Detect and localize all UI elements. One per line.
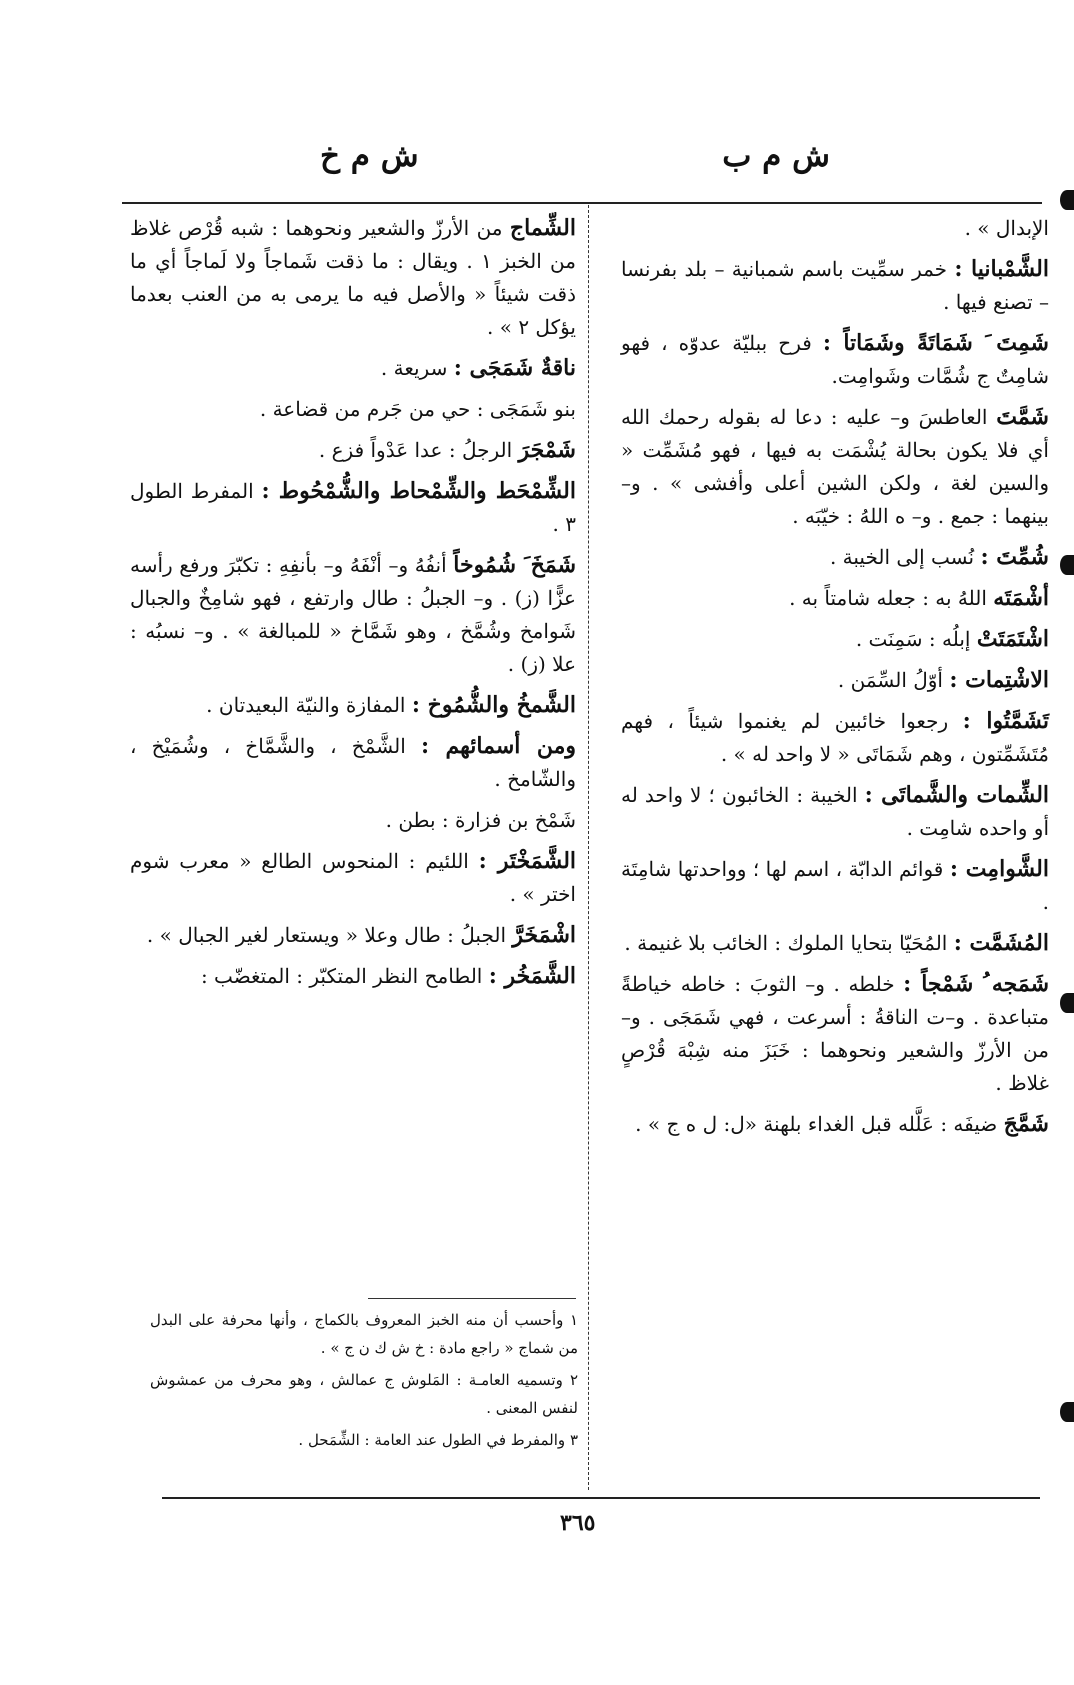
entry-headword: اشْتَمَتَتْ bbox=[976, 626, 1049, 652]
entry-definition: المفازة والنيّة البعيدتان . bbox=[206, 693, 406, 717]
margin-mark bbox=[1060, 1402, 1074, 1422]
dictionary-entry bbox=[130, 730, 576, 796]
dictionary-entry bbox=[130, 352, 576, 385]
entry-definition: اللهُ به : جعله شامتاً به . bbox=[789, 586, 987, 610]
entry-headword: تَشَمَّتُوا : bbox=[962, 708, 1050, 734]
entry-headword: ناقةٌ شَمَجَى : bbox=[453, 355, 576, 381]
entry-headword: اشْمَخَرَّ bbox=[512, 922, 576, 948]
entry-definition: ضيفَه : عَلَّله قبل الغداء بلهنة «ل: ل ه ج » . bbox=[635, 1112, 998, 1136]
entry-headword: شَمَّجَ bbox=[1003, 1111, 1049, 1137]
entry-headword: شَمَّتَ bbox=[996, 404, 1049, 430]
entry-headword: الاشْتِمات : bbox=[949, 667, 1049, 693]
entry-definition: الطامح النظر المتكبّر : المتغضّب : bbox=[200, 964, 483, 988]
left-column bbox=[130, 212, 576, 1001]
right-column bbox=[621, 212, 1049, 1149]
dictionary-entry bbox=[130, 549, 576, 681]
dictionary-entry bbox=[130, 804, 576, 837]
entry-definition: من الأرزّ والشعير ونحوهما : شبه قُرْص غلاظ من الخبز ١ . ويقال : ما ذقت شَماجاً ولا لَماجاً أي ما ذقت شيئاً « والأصل فيه ما يرمى به من العنب بعدما يؤكل ٢ » . bbox=[130, 216, 576, 339]
entry-definition: أنفُهُ و– أنْفَهُ و– بأنفِهِ : تكبّرَ ورفع رأسه عزًّا (ز) . و– الجبلُ : طال وارتفع ، فهو شامِخٌ والجبال شَوامخ وشُمَّخ ، وهو شَمَّاخ « للمبالغة » . و– نسبُه : علا (ز) . bbox=[130, 553, 576, 676]
entry-definition: بنو شَمَجَى : حي من جَرم من قضاعة . bbox=[259, 397, 576, 421]
entry-headword: شَمِتَ َ شَمَاتَةً وشَمَاتاً : bbox=[822, 330, 1049, 356]
column-divider bbox=[588, 205, 589, 1490]
dictionary-entry bbox=[621, 705, 1049, 771]
entry-definition: قوائم الدابّة ، اسم لها ؛ وواحدتها شامِتَة . bbox=[621, 857, 1049, 914]
entry-definition: الإبدال » . bbox=[964, 216, 1049, 240]
entry-definition: أوّلُ السِّمَن . bbox=[837, 668, 943, 692]
dictionary-entry bbox=[130, 845, 576, 911]
entry-definition: المفرط الطول ٣ . bbox=[130, 479, 576, 536]
left-column-running-head: ش م خ bbox=[320, 138, 419, 174]
dictionary-entry bbox=[621, 1108, 1049, 1141]
entry-headword: شَمَجه ُ شَمْجاً : bbox=[903, 971, 1049, 997]
right-column-running-head: ش م ب bbox=[722, 138, 830, 174]
dictionary-entry bbox=[621, 401, 1049, 533]
margin-mark bbox=[1060, 190, 1074, 210]
dictionary-entry bbox=[621, 853, 1049, 919]
page-number: ٣٦٥ bbox=[560, 1510, 596, 1536]
dictionary-entry bbox=[130, 393, 576, 426]
footnote: ٣ والمفرط في الطول عند العامة : الشِّمَحل . bbox=[298, 1431, 578, 1449]
entry-definition: الخيبة : الخائبون ؛ لا واحد له أو واحده شامِت . bbox=[621, 783, 1049, 840]
entry-definition: الشَّمْخ ، والشَّمَّاخ ، وشُمَيْخ ، والشّامخ . bbox=[130, 734, 576, 791]
dictionary-entry bbox=[621, 541, 1049, 574]
dictionary-entry bbox=[621, 582, 1049, 615]
header-rule bbox=[122, 202, 1042, 204]
dictionary-entry bbox=[130, 475, 576, 541]
entry-definition: فرح ببليّة عدوّه ، فهو شامِتٌ ج شُمَّات وشَوامِت. bbox=[621, 331, 1049, 388]
entry-headword: الشَّمَخُر : bbox=[488, 963, 576, 989]
entry-headword: الشِّماج bbox=[509, 215, 576, 241]
dictionary-entry bbox=[130, 212, 576, 344]
entry-definition: نُسب إلى الخيبة . bbox=[829, 545, 975, 569]
entry-headword: شَمَخَ َ شُمُوخاً bbox=[453, 552, 577, 578]
dictionary-entry bbox=[130, 919, 576, 952]
dictionary-entry bbox=[130, 689, 576, 722]
entry-headword: الشَّمخُ والشُّمُوخ : bbox=[411, 692, 576, 718]
dictionary-entry bbox=[621, 212, 1049, 245]
entry-headword: شُمِّتَ : bbox=[980, 544, 1049, 570]
footnote-rule bbox=[368, 1298, 576, 1299]
entry-headword: الشَّمْبانيا : bbox=[954, 256, 1049, 282]
dictionary-entry bbox=[621, 327, 1049, 393]
dictionary-entry bbox=[621, 664, 1049, 697]
entry-headword: شَمْجَرَ bbox=[518, 437, 576, 463]
dictionary-entry bbox=[621, 968, 1049, 1100]
dictionary-entry bbox=[621, 779, 1049, 845]
entry-definition: رجعوا خائبين لم يغنموا شيئاً ، فهم مُتَشَمِّتون ، وهم شَمَاتَى « لا واحد له » . bbox=[621, 709, 1049, 766]
dictionary-entry bbox=[621, 253, 1049, 319]
entry-headword: الشَّمَخْتَر : bbox=[478, 848, 577, 874]
entry-headword: أشْمَتَه bbox=[993, 585, 1049, 611]
dictionary-entry bbox=[621, 623, 1049, 656]
entry-definition: الجبلُ : طال وعلا « ويستعار لغير الجبال » . bbox=[146, 923, 507, 947]
entry-definition: سريعة . bbox=[380, 356, 448, 380]
footnote: ١ وأحسب أن منه الخبز المعروف بالكماج ، وأنها محرفة على البدل من شماج « راجع مادة : خ ش ك ن ج » . bbox=[150, 1311, 578, 1357]
page-header bbox=[120, 138, 1040, 188]
entry-definition: اللئيم : المنحوس الطالع « معرب شوم اختر » . bbox=[130, 849, 576, 906]
dictionary-entry bbox=[130, 434, 576, 467]
entry-definition: خلطه . و– الثوبَ : خاطه خياطةً متباعدة . و–ت الناقةُ : أسرعت ، فهي شَمَجَى . و– من الأرزّ والشعير ونحوهما : خَبَزَ منه شِبْهَ قُرْصٍ غلاظ . bbox=[621, 972, 1049, 1095]
entry-definition: إبلُه : سَمِنَت . bbox=[855, 627, 971, 651]
entry-headword: المُشَمَّت : bbox=[953, 930, 1049, 956]
entry-headword: ومن أسمائهم : bbox=[420, 733, 577, 759]
margin-mark bbox=[1060, 993, 1074, 1013]
entry-headword: الشِّمْحَط والشِّمْحاط والشُّمْحُوط : bbox=[261, 478, 576, 504]
entry-definition: خمر سمِّيت باسم شمبانية – بلد بفرنسا – تصنع فيها . bbox=[621, 257, 1049, 314]
entry-definition: شَمْخ بن فزارة : بطن . bbox=[385, 808, 576, 832]
footnotes bbox=[150, 1306, 578, 1458]
margin-mark bbox=[1060, 555, 1074, 575]
entry-headword: الشِّمات والشَّماتَى : bbox=[864, 782, 1050, 808]
footnote: ٢ وتسميه العامـة : المَلوش ج عمالش ، وهو محرف من عمشوش لنفس المعنى . bbox=[150, 1371, 578, 1417]
entry-definition: الرجلُ : عدا عَدْواً فزع . bbox=[318, 438, 513, 462]
dictionary-entry bbox=[130, 960, 576, 993]
entry-headword: الشَّوامِت : bbox=[949, 856, 1050, 882]
entry-definition: المُحَيّا بتحايا الملوك : الخائب بلا غنيمة . bbox=[624, 931, 948, 955]
dictionary-entry bbox=[621, 927, 1049, 960]
footer-rule bbox=[162, 1497, 1040, 1499]
entry-definition: العاطسَ و– عليه : دعا له بقوله رحمك الله أي فلا يكون بحالة يُشْمَت به فيها ، فهو مُشَمِّت « والسين لغة ، ولكن الشين أعلى وأفشى » . و– بينهما : جمع . و– ه اللهُ : خيّبَه . bbox=[621, 405, 1049, 528]
